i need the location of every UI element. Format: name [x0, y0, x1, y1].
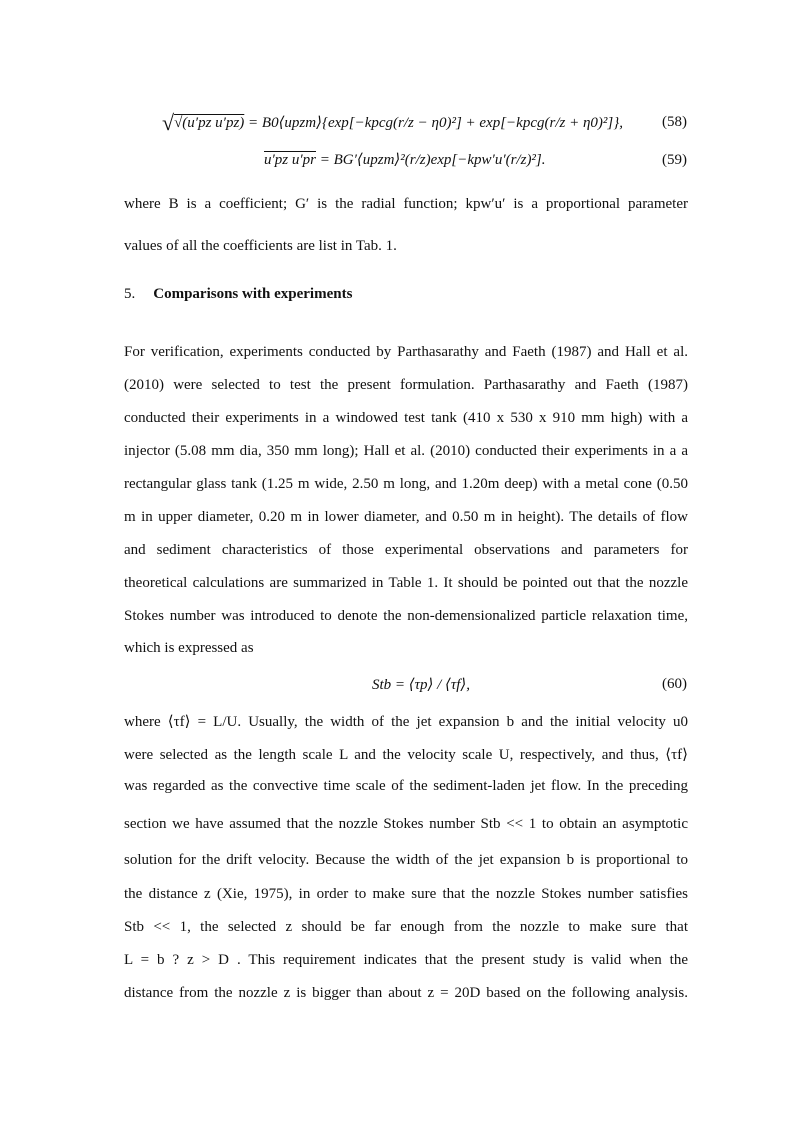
section-heading	[124, 286, 352, 303]
equation-58-rhs: = B0⟨upzm⟩{exp[−kpcg(r/z − η0)²] + exp[−kpcg(r/z + η0)²]},	[248, 115, 623, 131]
section-number: 5.	[124, 286, 136, 302]
equation-58: √√(u′pz u′pz) = B0⟨upzm⟩{exp[−kpcg(r/z − η0)²] + exp[−kpcg(r/z + η0)²]},	[162, 110, 623, 135]
paragraph-line: values of all the coefficients are list in Tab. 1.	[124, 238, 397, 254]
equation-59-lhs: u′pz u′pr	[264, 152, 316, 168]
paragraph-line: m in upper diameter, 0.20 m in lower diameter, and 0.50 m in height). The details of flow	[124, 509, 688, 525]
equation-60	[372, 675, 470, 694]
paragraph-line: Stokes number was introduced to denote the non-demensionalized particle relaxation time,	[124, 608, 688, 624]
paragraph-line: and sediment characteristics of those experimental observations and parameters for	[124, 542, 688, 558]
paragraph-line: conducted their experiments in a windowed test tank (410 x 530 x 910 mm high) with a	[124, 410, 688, 426]
paragraph-line: theoretical calculations are summarized in Table 1. It should be pointed out that the nozzle	[124, 575, 688, 591]
paragraph-line: was regarded as the convective time scale of the sediment-laden jet flow. In the preceding	[124, 778, 688, 794]
paragraph-line: where B is a coefficient; G′ is the radial function; kpw′u′ is a proportional parameter	[124, 196, 688, 212]
paragraph-line: where ⟨τf⟩ = L/U. Usually, the width of the jet expansion b and the initial velocity u0	[124, 714, 688, 730]
paragraph-line: injector (5.08 mm dia, 350 mm long); Hall et al. (2010) conducted their experiments in a a	[124, 443, 688, 459]
equation-60-lhs: Stb	[372, 677, 392, 693]
equation-59	[264, 150, 546, 169]
paragraph-line: solution for the drift velocity. Because the width of the jet expansion b is proportional to	[124, 852, 688, 868]
paragraph-line: L = b ? z > D . This requirement indicates that the present study is valid when the	[124, 952, 688, 968]
equation-59-number: (59)	[662, 152, 687, 168]
paragraph-line: distance from the nozzle z is bigger than about z = 20D based on the following analysis.	[124, 985, 688, 1001]
equation-58-lhs: √(u′pz u′pz)	[174, 115, 245, 131]
paragraph-line: the distance z (Xie, 1975), in order to make sure that the nozzle Stokes number satisfies	[124, 886, 688, 902]
equation-58-number: (58)	[662, 114, 687, 130]
paragraph-line: Stb << 1, the selected z should be far enough from the nozzle to make sure that	[124, 919, 688, 935]
equation-59-rhs: = BG′⟨upzm⟩²(r/z)exp[−kpw′u′(r/z)²].	[319, 152, 546, 168]
paragraph-line: were selected as the length scale L and the velocity scale U, respectively, and thus, ⟨τf⟩	[124, 747, 688, 763]
paragraph-line: which is expressed as	[124, 640, 254, 656]
paragraph-line: section we have assumed that the nozzle Stokes number Stb << 1 to obtain an asymptotic	[124, 816, 688, 832]
paragraph-line: For verification, experiments conducted by Parthasarathy and Faeth (1987) and Hall et al.	[124, 344, 688, 360]
paragraph-line: rectangular glass tank (1.25 m wide, 2.50 m long, and 1.20m deep) with a metal cone (0.50	[124, 476, 688, 492]
section-title: Comparisons with experiments	[153, 286, 353, 302]
equation-60-number: (60)	[662, 676, 687, 692]
paragraph-line: (2010) were selected to test the present formulation. Parthasarathy and Faeth (1987)	[124, 377, 688, 393]
equation-60-rhs: = ⟨τp⟩ / ⟨τf⟩,	[394, 677, 471, 693]
